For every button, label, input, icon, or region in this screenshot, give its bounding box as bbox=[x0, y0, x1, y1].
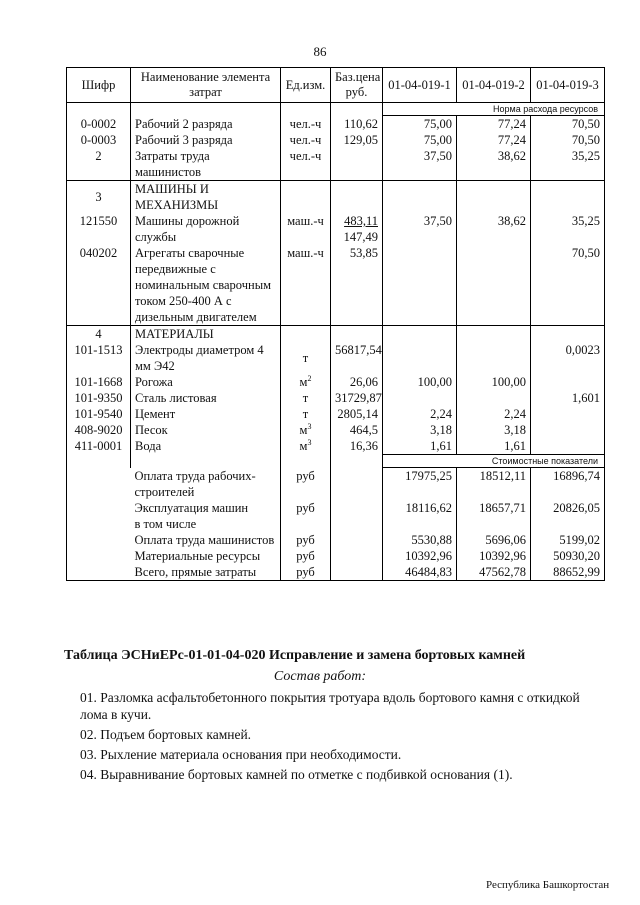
cost-subheader: Стоимостные показатели bbox=[383, 455, 605, 468]
cost-unit: руб bbox=[281, 564, 331, 581]
row-code: 040202 bbox=[67, 245, 131, 326]
row-code: 101-9540 bbox=[67, 406, 131, 422]
row-unit bbox=[281, 374, 331, 390]
row-unit: чел.-ч bbox=[281, 132, 331, 148]
page-number: 86 bbox=[313, 44, 327, 59]
operation-item: 01. Разломка асфальтобетонного покрытия тротуара вдоль бортового камня с откидкой лома в кучи. bbox=[80, 690, 580, 722]
table-row bbox=[67, 422, 605, 438]
cost-unit: руб bbox=[281, 532, 331, 548]
norm-subheader: Норма расхода ресурсов bbox=[383, 103, 605, 116]
row-value-1: 37,50 bbox=[383, 148, 457, 181]
row-name: Рабочий 3 разряда bbox=[131, 132, 281, 148]
row-name: Затраты труда машинистов bbox=[131, 148, 281, 181]
row-code: 0-0003 bbox=[67, 132, 131, 148]
row-value-1: 37,50 bbox=[383, 213, 457, 245]
row-price: 31729,87 bbox=[331, 390, 383, 406]
row-unit: маш.-ч bbox=[281, 245, 331, 326]
cost-value-3: 88652,99 bbox=[531, 564, 605, 581]
cost-value-1: 46484,83 bbox=[383, 564, 457, 581]
cost-row bbox=[67, 548, 605, 564]
cost-row bbox=[67, 468, 605, 500]
row-code: 411-0001 bbox=[67, 438, 131, 455]
header-price: Баз.цена руб. bbox=[331, 68, 383, 103]
table-row bbox=[67, 116, 605, 133]
row-value-3: 35,25 bbox=[531, 148, 605, 181]
row-price-second: 147,49 bbox=[343, 230, 378, 244]
row-value-3: 70,50 bbox=[531, 116, 605, 133]
row-value-1: 1,61 bbox=[383, 438, 457, 455]
cost-value-1: 10392,96 bbox=[383, 548, 457, 564]
cost-value-2: 10392,96 bbox=[457, 548, 531, 564]
cost-value-1: 5530,88 bbox=[383, 532, 457, 548]
row-code: 2 bbox=[67, 148, 131, 181]
operation-item: 02. Подъем бортовых камней. bbox=[80, 727, 252, 742]
row-code: 0-0002 bbox=[67, 116, 131, 133]
row-name: Рогожа bbox=[131, 374, 281, 390]
cost-value-3: 5199,02 bbox=[531, 532, 605, 548]
row-unit: маш.-ч bbox=[281, 213, 331, 245]
header-unit: Ед.изм. bbox=[281, 68, 331, 103]
row-value-1: 75,00 bbox=[383, 132, 457, 148]
header-col2: 01-04-019-2 bbox=[457, 68, 531, 103]
row-value-2: 77,24 bbox=[457, 116, 531, 133]
row-value-2: 100,00 bbox=[457, 374, 531, 390]
composition-title: Состав работ: bbox=[273, 669, 367, 684]
row-value-1: 2,24 bbox=[383, 406, 457, 422]
row-value-2: 1,61 bbox=[457, 438, 531, 455]
row-value-3: 0,0023 bbox=[531, 342, 605, 374]
row-price: 26,06 bbox=[331, 374, 383, 390]
row-value-1: 3,18 bbox=[383, 422, 457, 438]
row-name: Песок bbox=[131, 422, 281, 438]
resource-norms-table bbox=[66, 67, 605, 581]
cost-value-3: 20826,05 bbox=[531, 500, 605, 516]
row-unit: т bbox=[281, 406, 331, 422]
row-name: Электроды диаметром 4 мм Э42 bbox=[131, 342, 281, 374]
row-code: 121550 bbox=[67, 213, 131, 245]
operation-item: 03. Рыхление материала основания при необходимости. bbox=[80, 747, 402, 762]
cost-unit: руб bbox=[281, 548, 331, 564]
unit-exponent: 2 bbox=[307, 373, 312, 383]
row-value-3: 1,601 bbox=[531, 390, 605, 406]
row-value-2: 38,62 bbox=[457, 213, 531, 245]
table-row bbox=[67, 390, 605, 406]
operations-list bbox=[80, 689, 610, 786]
row-unit: чел.-ч bbox=[281, 116, 331, 133]
row-unit: чел.-ч bbox=[281, 148, 331, 181]
row-name: Вода bbox=[131, 438, 281, 455]
row-price: 16,36 bbox=[331, 438, 383, 455]
row-price bbox=[331, 213, 383, 245]
row-name: Рабочий 2 разряда bbox=[131, 116, 281, 133]
row-unit bbox=[281, 438, 331, 455]
cost-unit: руб bbox=[281, 468, 331, 500]
row-code: 408-9020 bbox=[67, 422, 131, 438]
cost-value-2: 5696,06 bbox=[457, 532, 531, 548]
unit-exponent: 3 bbox=[307, 421, 312, 431]
row-value-3: 35,25 bbox=[531, 213, 605, 245]
table-row bbox=[67, 438, 605, 455]
row-code: 101-1513 bbox=[67, 342, 131, 374]
row-name: Машины дорожной службы bbox=[131, 213, 281, 245]
row-name: Агрегаты сварочные передвижные с номинальным сварочным током 250-400 А с дизельным двигателем bbox=[131, 245, 281, 326]
row-value-1: 100,00 bbox=[383, 374, 457, 390]
table-row bbox=[67, 245, 605, 326]
unit-base: м bbox=[299, 375, 308, 389]
row-price: 129,05 bbox=[331, 132, 383, 148]
row-value-2: 2,24 bbox=[457, 406, 531, 422]
section-code: 3 bbox=[67, 181, 131, 214]
cost-name: Оплата труда рабочих-строителей bbox=[134, 468, 256, 499]
table-row bbox=[67, 342, 605, 374]
row-value-2: 38,62 bbox=[457, 148, 531, 181]
table-row bbox=[67, 406, 605, 422]
row-price: 2805,14 bbox=[331, 406, 383, 422]
row-value-2: 3,18 bbox=[457, 422, 531, 438]
header-col1: 01-04-019-1 bbox=[383, 68, 457, 103]
row-price: 56817,54 bbox=[331, 342, 383, 374]
cost-value-3: 16896,74 bbox=[531, 468, 605, 500]
cost-value-2: 47562,78 bbox=[457, 564, 531, 581]
header-name: Наименование элемента затрат bbox=[131, 68, 281, 103]
table-row bbox=[67, 132, 605, 148]
header-col3: 01-04-019-3 bbox=[531, 68, 605, 103]
row-code: 101-1668 bbox=[67, 374, 131, 390]
header-code: Шифр bbox=[67, 68, 131, 103]
section-row-machines bbox=[67, 181, 605, 214]
table-row bbox=[67, 213, 605, 245]
section-code: 4 bbox=[67, 326, 131, 343]
row-value-3: 70,50 bbox=[531, 245, 605, 326]
cost-value-2: 18512,11 bbox=[457, 468, 531, 500]
cost-row bbox=[67, 532, 605, 548]
cost-row bbox=[67, 564, 605, 581]
row-value-3: 70,50 bbox=[531, 132, 605, 148]
operation-item: 04. Выравнивание бортовых камней по отметке с подбивкой основания (1). bbox=[80, 767, 513, 782]
cost-name: Материальные ресурсы bbox=[134, 548, 261, 563]
table-header-row bbox=[67, 68, 605, 103]
table-title: Таблица ЭСНиЕРс-01-01-04-020 Исправление и замена бортовых камней bbox=[64, 648, 526, 663]
row-price-main: 483,11 bbox=[344, 214, 378, 228]
cost-value-2: 18657,71 bbox=[457, 500, 531, 516]
cost-name: Эксплуатация машин bbox=[134, 500, 249, 515]
row-unit: т bbox=[281, 342, 331, 374]
row-code: 101-9350 bbox=[67, 390, 131, 406]
cost-row bbox=[67, 516, 605, 532]
row-value-1: 75,00 bbox=[383, 116, 457, 133]
section-title: МАШИНЫ И МЕХАНИЗМЫ bbox=[131, 181, 281, 214]
unit-base: м bbox=[299, 423, 308, 437]
cost-subheader-row bbox=[67, 455, 605, 468]
cost-name: Всего, прямые затраты bbox=[131, 564, 281, 581]
cost-row bbox=[67, 500, 605, 516]
row-price: 53,85 bbox=[331, 245, 383, 326]
cost-name: в том числе bbox=[134, 516, 197, 531]
row-value-2: 77,24 bbox=[457, 132, 531, 148]
cost-name: Оплата труда машинистов bbox=[134, 532, 275, 547]
cost-unit: руб bbox=[281, 500, 331, 516]
row-name: Цемент bbox=[131, 406, 281, 422]
row-unit: т bbox=[281, 390, 331, 406]
row-price: 110,62 bbox=[331, 116, 383, 133]
table-row bbox=[67, 148, 605, 181]
unit-exponent: 3 bbox=[307, 437, 312, 447]
table-row bbox=[67, 374, 605, 390]
row-price: 464,5 bbox=[331, 422, 383, 438]
cost-value-3: 50930,20 bbox=[531, 548, 605, 564]
row-unit bbox=[281, 422, 331, 438]
cost-value-1: 17975,25 bbox=[383, 468, 457, 500]
footer-region: Республика Башкортостан bbox=[486, 879, 610, 891]
unit-base: м bbox=[299, 439, 308, 453]
norm-subheader-row bbox=[67, 103, 605, 116]
section-title: МАТЕРИАЛЫ bbox=[131, 326, 281, 343]
section-row-materials bbox=[67, 326, 605, 343]
cost-value-1: 18116,62 bbox=[383, 500, 457, 516]
row-name: Сталь листовая bbox=[131, 390, 281, 406]
